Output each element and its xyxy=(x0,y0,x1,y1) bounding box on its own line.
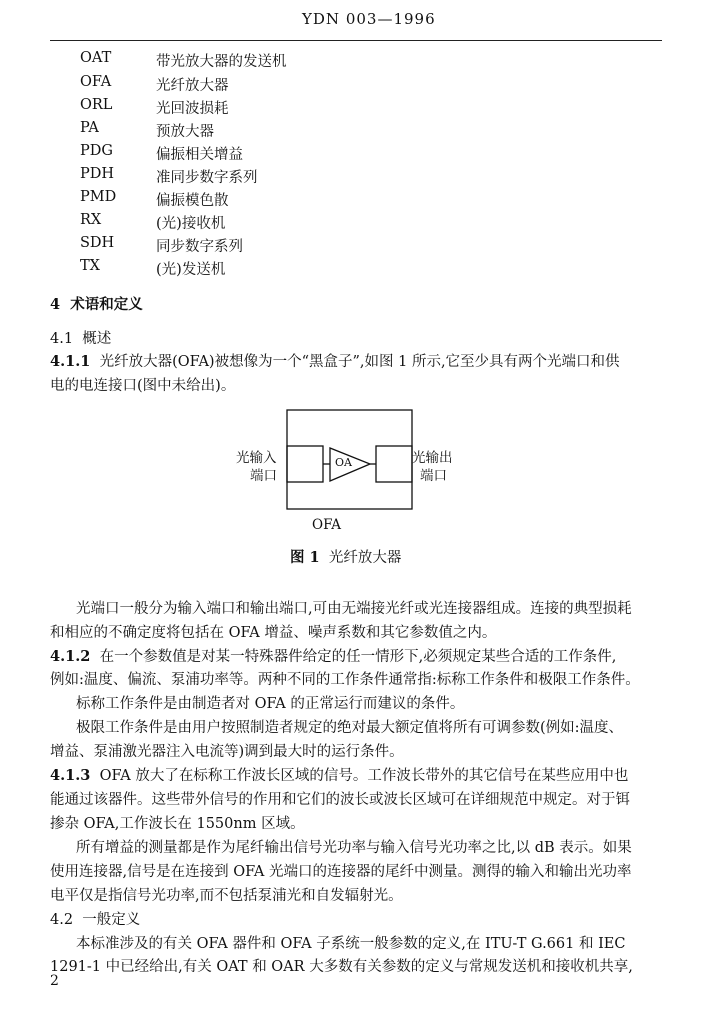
abbreviation-desc: 光纤放大器 xyxy=(156,78,229,94)
subsection-heading xyxy=(50,908,140,929)
paragraph-line: 例如:温度、偏流、泵浦功率等。两种不同的工作条件通常指:标称工作条件和极限工作条件。 xyxy=(50,672,640,688)
subsection-title: 概述 xyxy=(82,331,112,347)
abbreviation-desc: 偏振相关增益 xyxy=(156,147,243,163)
paragraph-line: 掺杂 OFA,工作波长在 1550nm 区域。 xyxy=(50,816,305,832)
page-number: 2 xyxy=(50,973,59,989)
subsection-number: 4.1 xyxy=(50,331,74,347)
abbreviation-code: PMD xyxy=(80,189,117,205)
input-port-label: 端口 xyxy=(250,468,277,484)
paragraph-line: 和相应的不确定度将包括在 OFA 增益、噪声系数和其它参数值之内。 xyxy=(50,625,497,641)
paragraph-line: 本标准涉及的有关 OFA 器件和 OFA 子系统一般参数的定义,在 ITU-T G.661 和 IEC xyxy=(76,936,626,952)
paragraph-line: 1291-1 中已经给出,有关 OAT 和 OAR 大多数有关参数的定义与常规发送机和接收机共享, xyxy=(50,959,633,975)
paragraph-line: 光端口一般分为输入端口和输出端口,可由无端接光纤或光连接器组成。连接的典型损耗 xyxy=(76,601,632,617)
figure-number: 图 1 xyxy=(290,549,320,566)
output-port-label: 端口 xyxy=(420,468,447,484)
subsection-number: 4.2 xyxy=(50,912,74,928)
paragraph-line: 电的电连接口(图中未给出)。 xyxy=(50,378,236,394)
subsection-title: 一般定义 xyxy=(82,912,141,928)
input-port-box xyxy=(287,446,323,482)
paragraph-line: 增益、泵浦激光器注入电流等)调到最大时的运行条件。 xyxy=(50,744,404,760)
abbreviation-desc: 带光放大器的发送机 xyxy=(156,54,287,70)
abbreviation-code: SDH xyxy=(80,235,115,251)
input-port-label: 光输入 xyxy=(236,450,277,466)
abbreviation-code: ORL xyxy=(80,97,113,113)
abbreviation-desc: 准同步数字系列 xyxy=(156,170,258,186)
output-port-label: 光输出 xyxy=(412,450,453,466)
paragraph-line: 能通过该器件。这些带外信号的作用和它们的波长或波长区域可在详细规范中规定。对于铒 xyxy=(50,792,630,808)
paragraph-text: 在一个参数值是对某一特殊器件给定的任一情形下,必须规定某些合适的工作条件, xyxy=(99,649,617,665)
abbreviation-code: PDG xyxy=(80,143,113,159)
abbreviation-code: OAT xyxy=(80,50,112,66)
clause-number: 4.1.1 xyxy=(50,353,91,370)
paragraph-line: 使用连接器,信号是在连接到 OFA 光端口的连接器的尾纤中测量。测得的输入和输出光功率 xyxy=(50,864,632,880)
figure-caption xyxy=(290,546,401,567)
paragraph-line: 所有增益的测量都是作为尾纤输出信号光功率与输入信号光功率之比,以 dB 表示。如果 xyxy=(76,840,632,856)
abbreviation-code: PDH xyxy=(80,166,115,182)
clause-number: 4.1.2 xyxy=(50,648,91,665)
figure-title: 光纤放大器 xyxy=(328,550,402,566)
paragraph-line: 电平仅是指信号光功率,而不包括泵浦光和自发辐射光。 xyxy=(50,888,403,904)
box-label: OFA xyxy=(312,517,342,533)
section-title: 术语和定义 xyxy=(70,296,143,313)
abbreviation-code: OFA xyxy=(80,74,112,90)
abbreviation-code: RX xyxy=(80,212,102,228)
clause-number: 4.1.3 xyxy=(50,767,91,784)
paragraph-text: OFA 放大了在标称工作波长区域的信号。工作波长带外的其它信号在某些应用中也 xyxy=(99,768,629,784)
paragraph-line xyxy=(50,764,628,785)
abbreviation-desc: (光)发送机 xyxy=(156,262,226,278)
standard-code: YDN 003—1996 xyxy=(302,10,436,28)
paragraph-line xyxy=(50,645,616,666)
amplifier-label: OA xyxy=(335,456,352,469)
output-port-box xyxy=(376,446,412,482)
section-number: 4 xyxy=(50,296,61,313)
abbreviation-desc: (光)接收机 xyxy=(156,216,226,232)
paragraph-text: 光纤放大器(OFA)被想像为一个“黑盒子”,如图 1 所示,它至少具有两个光端口和供 xyxy=(99,354,620,370)
paragraph-line: 标称工作条件是由制造者对 OFA 的正常运行而建议的条件。 xyxy=(76,696,465,712)
abbreviation-desc: 偏振模色散 xyxy=(156,193,229,209)
abbreviation-desc: 光回波损耗 xyxy=(156,101,229,117)
abbreviation-desc: 同步数字系列 xyxy=(156,239,243,255)
paragraph-line: 极限工作条件是由用户按照制造者规定的绝对最大额定值将所有可调参数(例如:温度、 xyxy=(76,720,624,736)
abbreviation-code: TX xyxy=(80,258,100,274)
abbreviation-code: PA xyxy=(80,120,99,136)
abbreviation-desc: 预放大器 xyxy=(156,124,214,140)
